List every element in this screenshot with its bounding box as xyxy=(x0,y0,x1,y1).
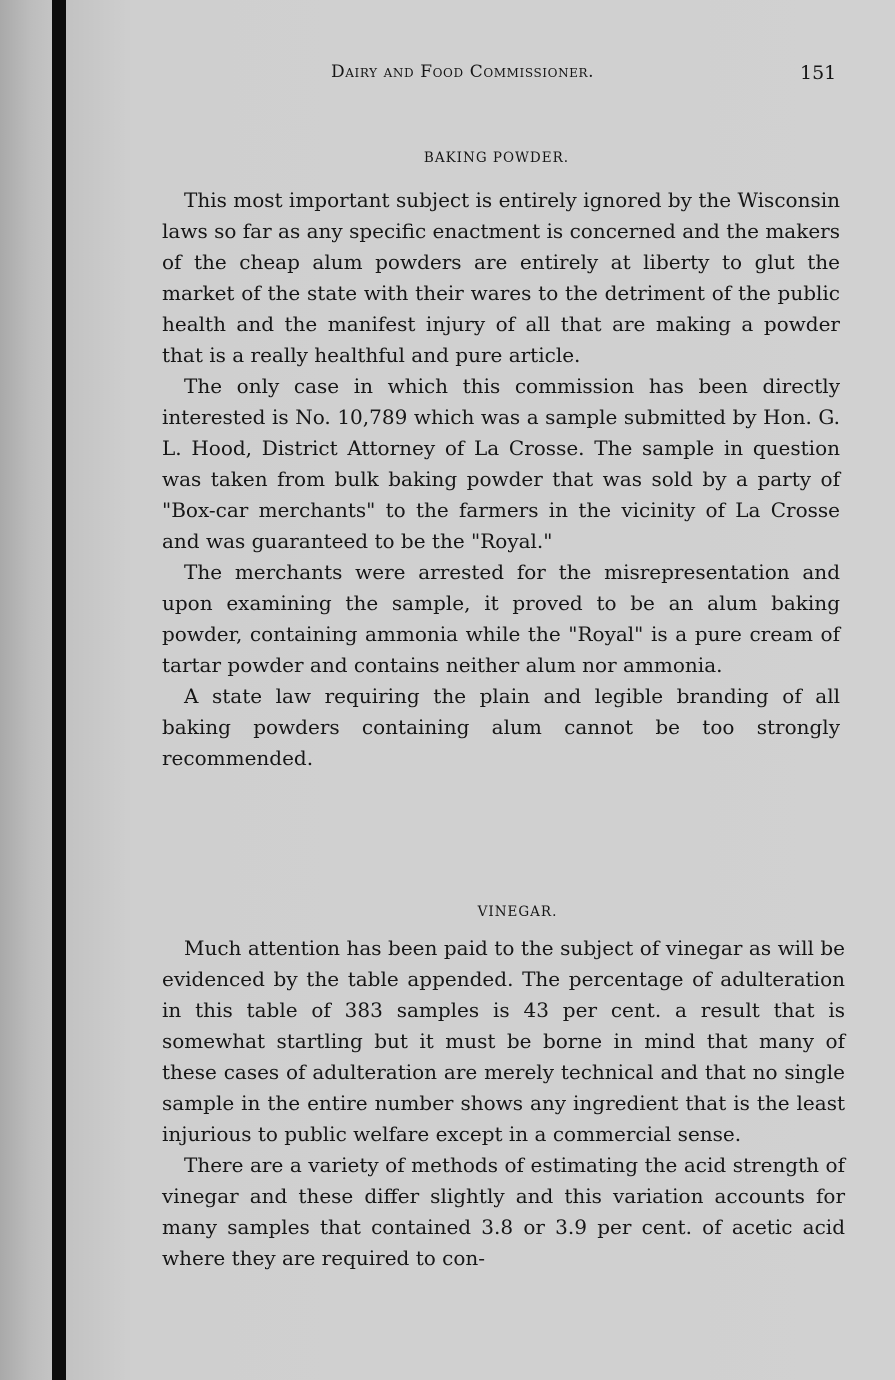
running-head xyxy=(66,62,895,90)
paragraph: There are a variety of methods of estimating the acid strength of vinegar and these differ slightly and this variation accounts for many samples that contained 3.8 or 3.9 per cent. of acetic acid where they are required to con- xyxy=(162,1153,845,1270)
section-heading-baking-powder: BAKING POWDER. xyxy=(423,150,570,166)
section-body-vinegar xyxy=(162,933,845,1274)
paragraph: This most important subject is entirely ignored by the Wisconsin laws so far as any specific enactment is concerned and the makers of the cheap alum powders are entirely at liberty to glut the market of the state with their wares to the detriment of the public health and the manifest injury of all that are making a powder that is a really healthful and pure article. xyxy=(162,188,840,367)
book-page xyxy=(66,0,895,1380)
running-title: Dairy and Food Commissioner. xyxy=(331,62,595,82)
paragraph: The only case in which this commission has been directly interested is No. 10,789 which was a sample submitted by Hon. G. L. Hood, District Attorney of La Crosse. The sample in question was taken from bulk baking powder that was sold by a party of "Box-car merchants" to the farmers in the vicinity of La Crosse and was guaranteed to be the "Royal." xyxy=(162,374,840,553)
section-heading-vinegar: VINEGAR. xyxy=(477,904,558,920)
paragraph: The merchants were arrested for the misrepresentation and upon examining the sample, it proved to be an alum baking powder, containing ammonia while the "Royal" is a pure cream of tartar powder and contains neither alum nor ammonia. xyxy=(162,560,840,677)
paragraph: Much attention has been paid to the subject of vinegar as will be evidenced by the table appended. The percentage of adulteration in this table of 383 samples is 43 per cent. a result that is somewhat startling but it must be borne in mind that many of these cases of adulteration are merely technical and that no single sample in the entire number shows any ingredient that is the least injurious to public welfare except in a commercial sense. xyxy=(162,936,845,1146)
book-binding-shadow xyxy=(0,0,52,1380)
book-binding-edge xyxy=(52,0,66,1380)
section-body-baking-powder xyxy=(162,185,840,774)
page-number: 151 xyxy=(800,62,837,84)
paragraph: A state law requiring the plain and legible branding of all baking powders containing alum cannot be too strongly recommended. xyxy=(162,684,840,770)
